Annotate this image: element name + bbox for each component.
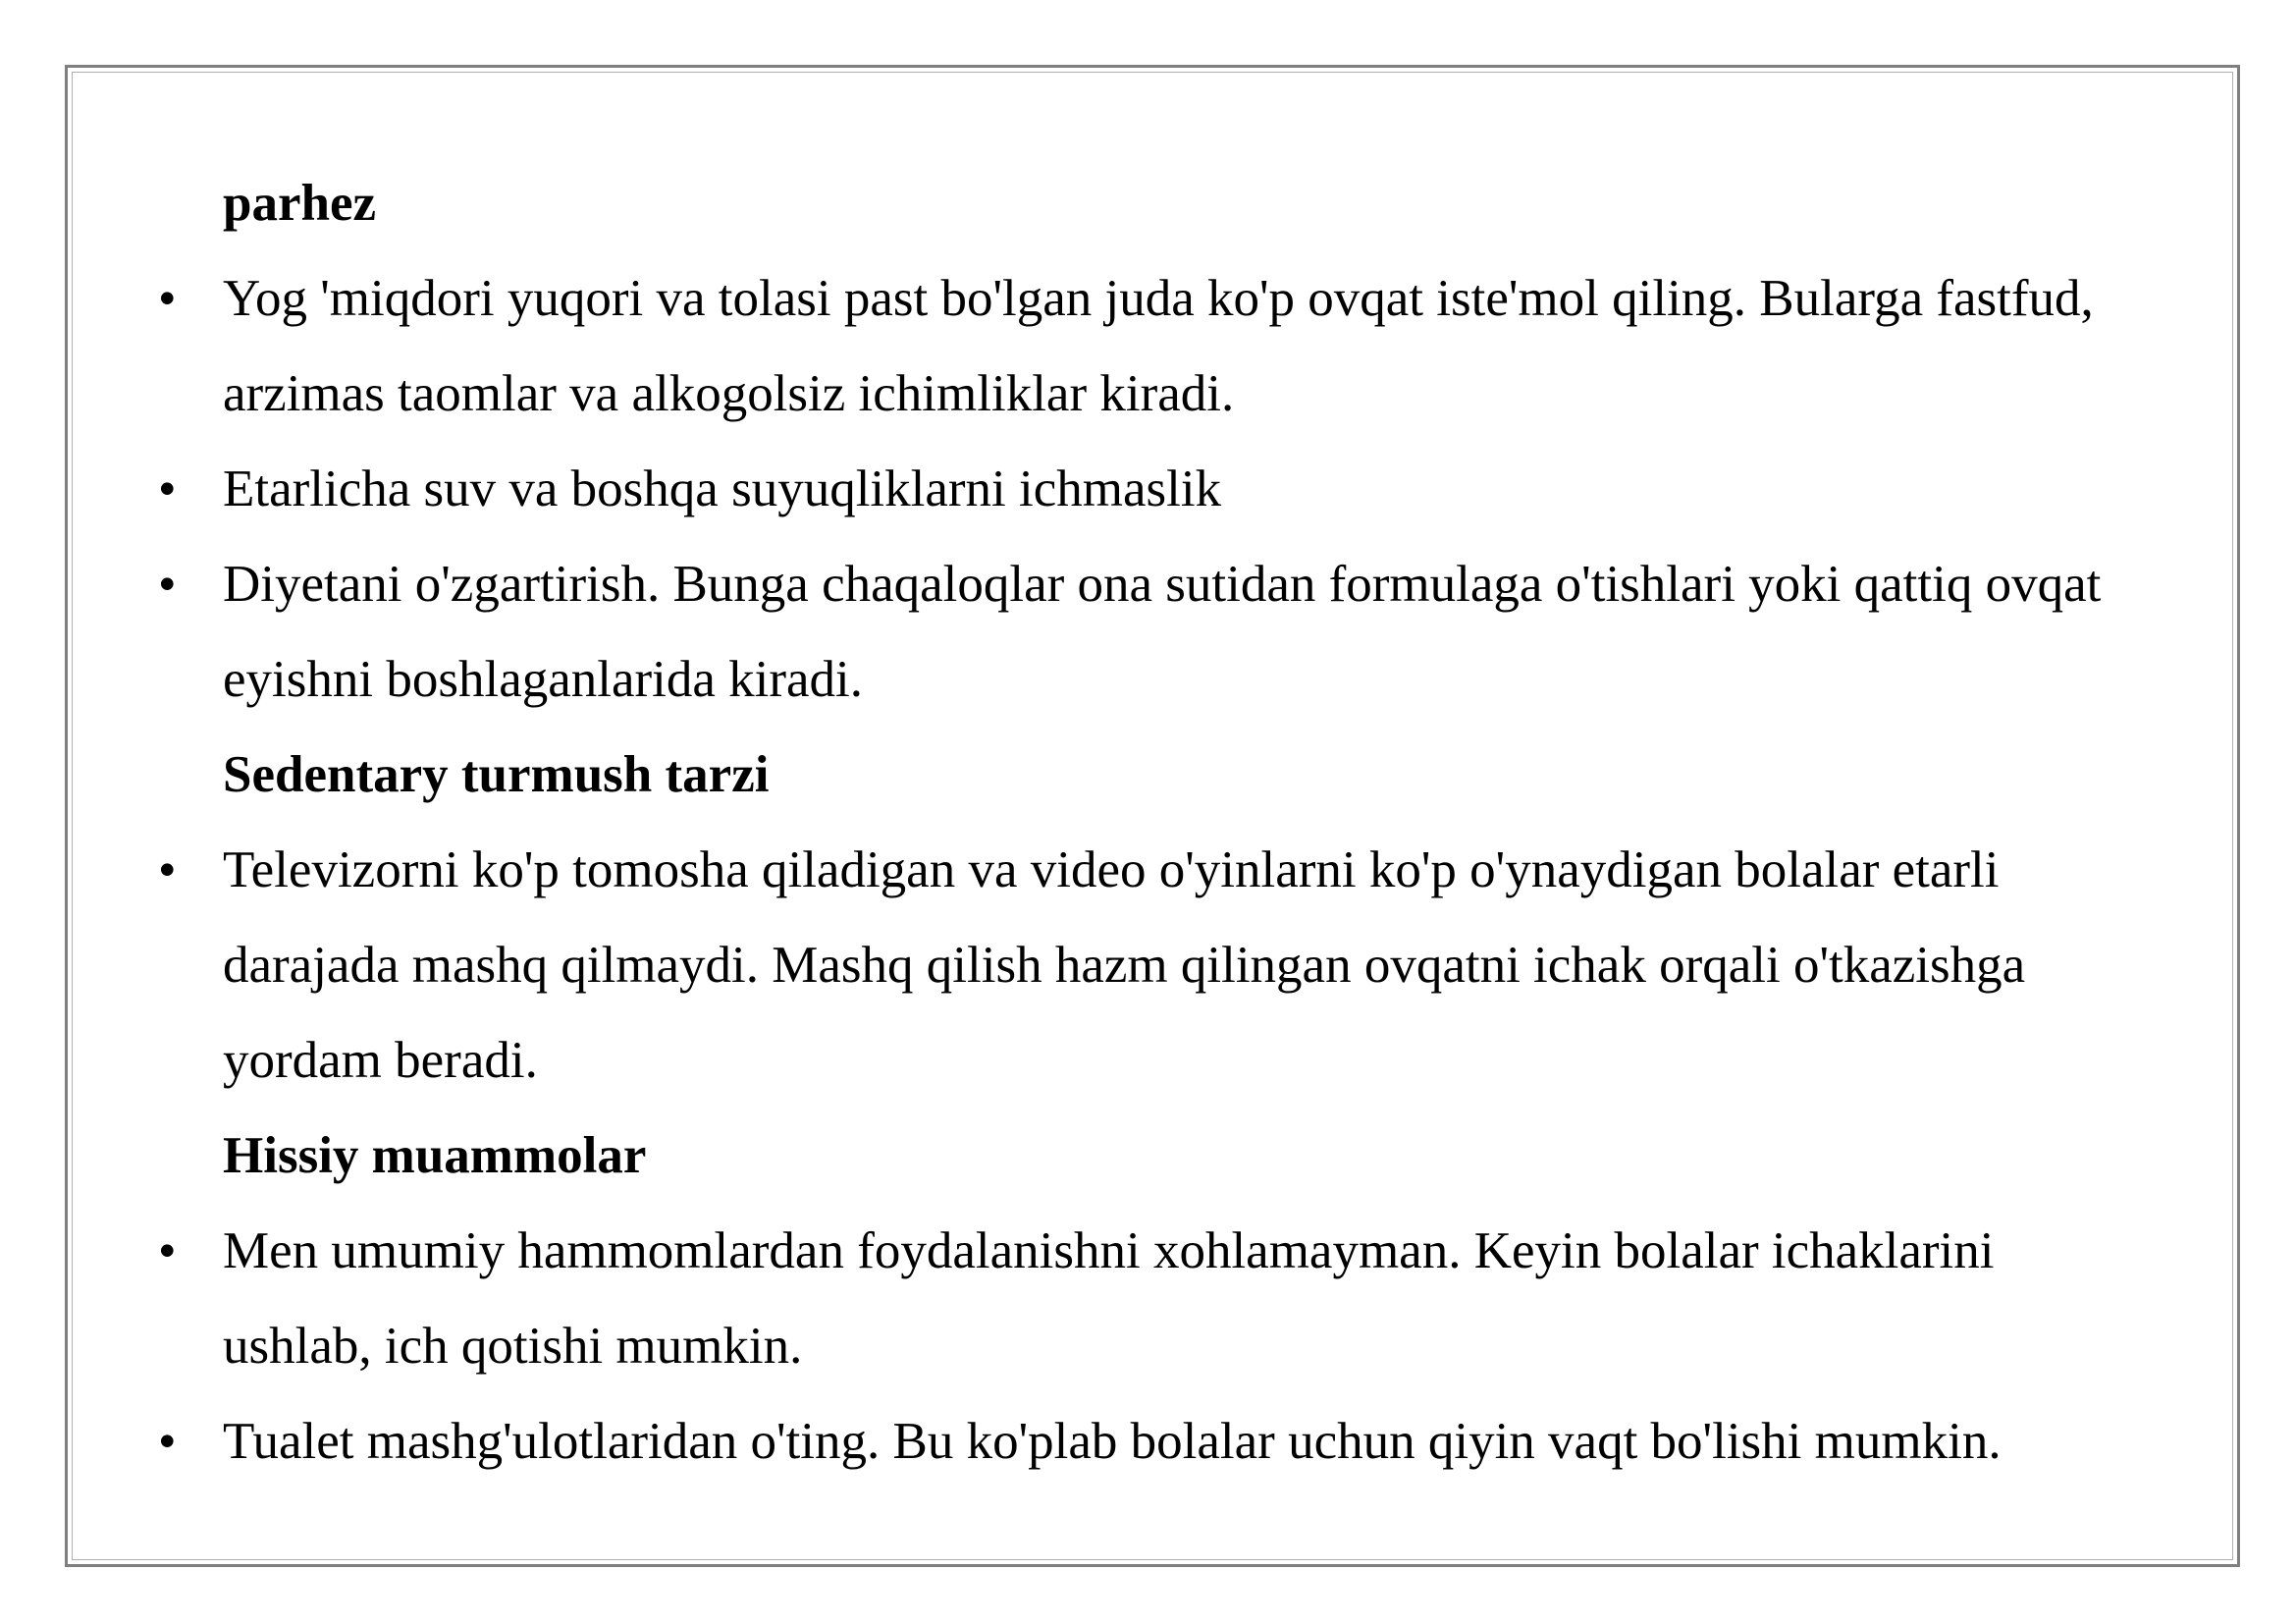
document-body (158, 156, 2210, 1489)
list-item-text: Men umumiy hammomlardan foydalanishni xohlamayman. Keyin bolalar ichaklarini (223, 1222, 1995, 1279)
list-item-text: eyishni boshlaganlarida kiradi. (223, 651, 864, 708)
list-item (158, 1394, 2210, 1489)
bullet-icon: • (158, 556, 177, 613)
list-item-text: darajada mashq qilmaydi. Mashq qilish hazm qilingan ovqatni ichak orqali o'tkazishga (223, 937, 2026, 994)
section-heading: Sedentary turmush tarzi (223, 746, 770, 803)
list-item-text: yordam beradi. (223, 1032, 538, 1089)
bullet-icon: • (158, 460, 177, 517)
list-item-text: Diyetani o'zgartirish. Bunga chaqaloqlar ona sutidan formulaga o'tishlari yoki qattiq ovqat (223, 556, 2102, 613)
section-heading: parhez (223, 175, 377, 232)
list-item (158, 537, 2210, 728)
list-item-text: Etarlicha suv va boshqa suyuqliklarni ichmaslik (223, 460, 1222, 517)
list-item (158, 1204, 2210, 1394)
bullet-icon: • (158, 1222, 177, 1279)
list-item (158, 442, 2210, 537)
list-item-text: ushlab, ich qotishi mumkin. (223, 1318, 803, 1375)
list-item-text: Yog 'miqdori yuqori va tolasi past bo'lgan juda ko'p ovqat iste'mol qiling. Bularga fastfud, (223, 270, 2094, 327)
list-item-text: Televizorni ko'p tomosha qiladigan va video o'yinlarni ko'p o'ynaydigan bolalar etarli (223, 841, 2000, 898)
bullet-icon: • (158, 1413, 177, 1470)
list-item (158, 251, 2210, 442)
bullet-icon: • (158, 270, 177, 327)
page-frame (65, 65, 2240, 1567)
list-item-text: arzimas taomlar va alkogolsiz ichimliklar kiradi. (223, 365, 1235, 422)
bullet-icon: • (158, 841, 177, 898)
section-heading: Hissiy muammolar (223, 1127, 647, 1184)
list-item-text: Tualet mashg'ulotlaridan o'ting. Bu ko'plab bolalar uchun qiyin vaqt bo'lishi mumkin. (223, 1413, 2002, 1470)
list-item (158, 823, 2210, 1109)
